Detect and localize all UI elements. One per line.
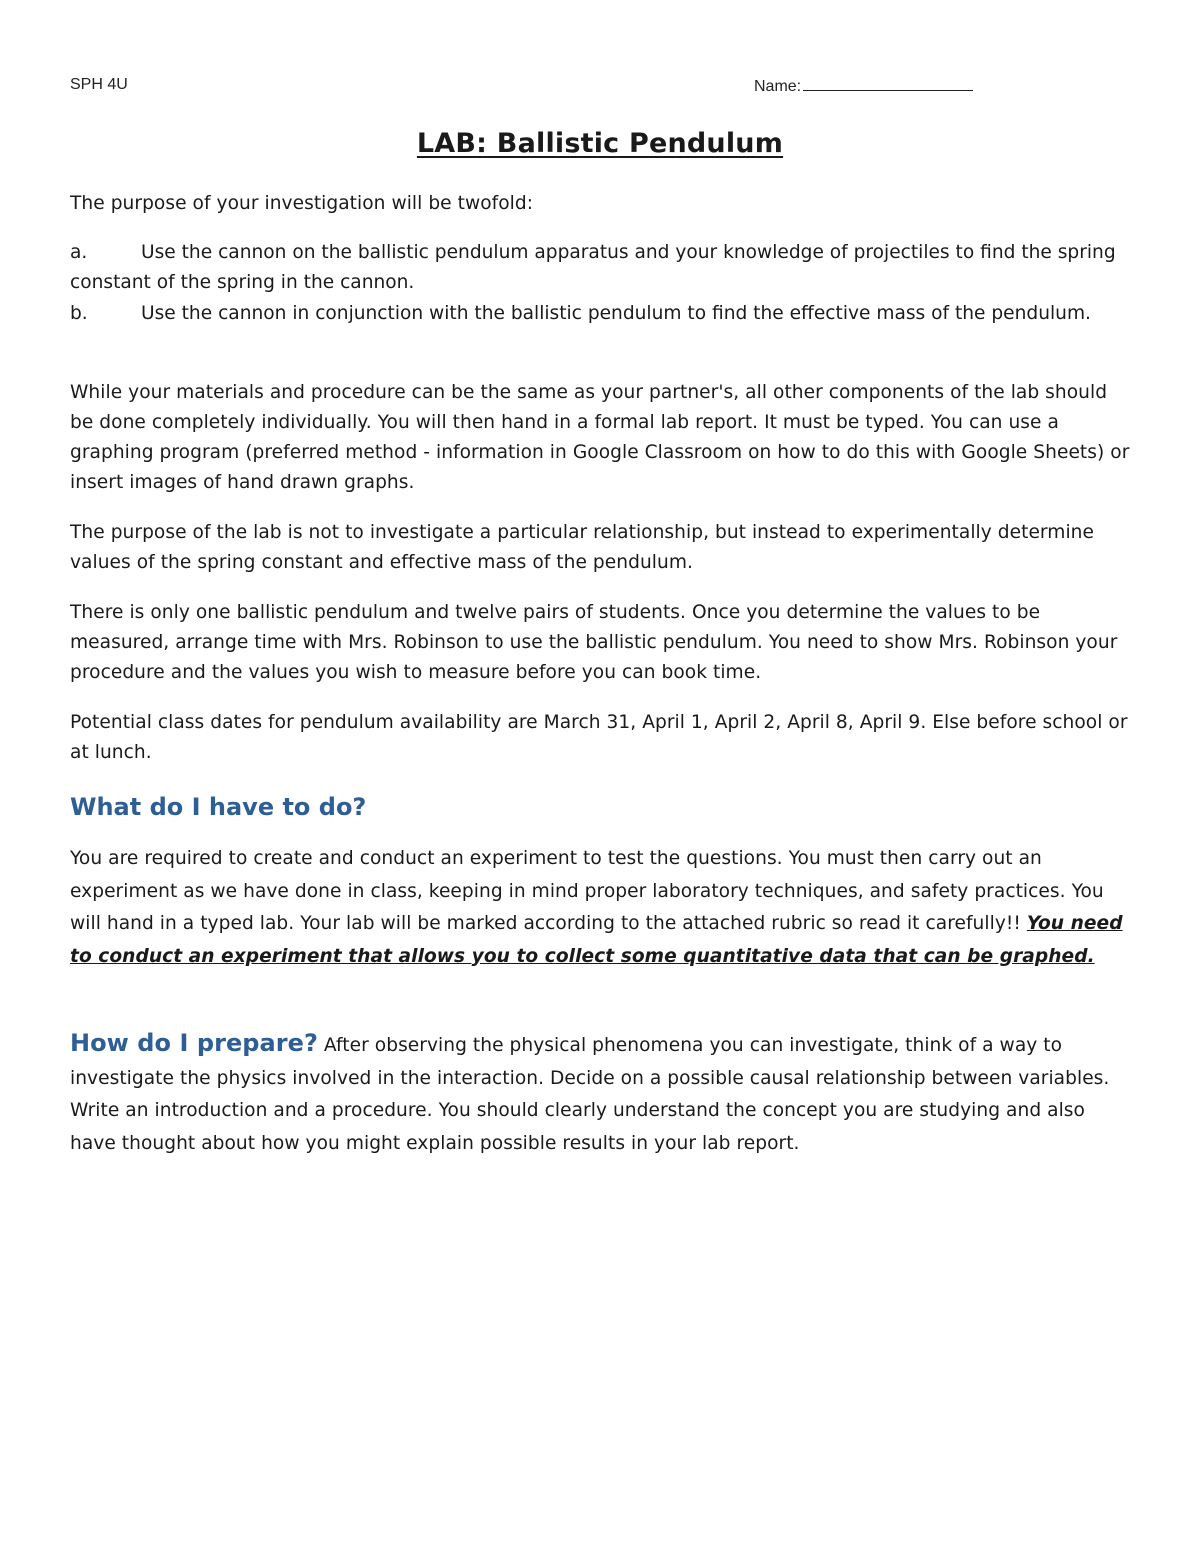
page-title: LAB: Ballistic Pendulum [416, 128, 784, 159]
prepare-text: After observing the physical phenomena you can investigate, think of a way to investigate the physics involved in the interaction. Decide on a possible causal relationship between variables. Write an introduction and a procedure. You should clearly understand the concept you are studying and also have thought about how you might explain possible results in your lab report. [70, 1035, 1110, 1154]
name-label: Name: [754, 78, 802, 95]
paragraph-prepare [70, 1027, 1130, 1160]
section-heading-prepare: How do I prepare? [70, 1029, 318, 1057]
paragraph-dates: Potential class dates for pendulum availability are March 31, April 1, April 2, April 8, April 9. Else before school or at lunch. [70, 712, 1128, 763]
document-page [70, 0, 1130, 1553]
paragraph-scheduling: There is only one ballistic pendulum and twelve pairs of students. Once you determine the values to be measured, arrange time with Mrs. Robinson to use the ballistic pendulum. You need to show Mrs. Robinson your procedure and the values you wish to measure before you can book time. [70, 602, 1118, 683]
todo-text: You are required to create and conduct an experiment to test the questions. You must then carry out an experiment as we have done in class, keeping in mind proper laboratory techniques, and safety practices. You will hand in a typed lab. Your lab will be marked according to the attached rubric so read it carefully!! [70, 848, 1104, 934]
purpose-item-b [70, 299, 1130, 329]
course-code: SPH 4U [70, 76, 128, 93]
name-blank-line [803, 76, 973, 91]
name-field [754, 76, 973, 96]
paragraph-lab-purpose: The purpose of the lab is not to investigate a particular relationship, but instead to experimentally determine values of the spring constant and effective mass of the pendulum. [70, 522, 1095, 573]
purpose-item-text: Use the cannon on the ballistic pendulum apparatus and your knowledge of projectiles to find the spring constant of the spring in the cannon. [70, 242, 1116, 293]
purpose-item-marker: b. [70, 303, 88, 324]
page-header [70, 76, 1130, 98]
todo-emphasis: You need to conduct an experiment that allows you to collect some quantitative data that can be graphed. [70, 913, 1123, 967]
paragraph-todo [70, 843, 1130, 973]
section-heading-todo: What do I have to do? [70, 793, 367, 821]
purpose-item-marker: a. [70, 242, 88, 263]
purpose-item-a [70, 238, 1130, 298]
intro-paragraph: The purpose of your investigation will be twofold: [70, 193, 534, 214]
paragraph-individual-work: While your materials and procedure can be the same as your partner's, all other components of the lab should be done completely individually. You will then hand in a formal lab report. It must be typed. You can use a graphing program (preferred method - information in Google Classroom on how to do this with Google Sheets) or insert images of hand drawn graphs. [70, 382, 1130, 493]
purpose-item-text: Use the cannon in conjunction with the ballistic pendulum to find the effective mass of the pendulum. [141, 303, 1091, 324]
